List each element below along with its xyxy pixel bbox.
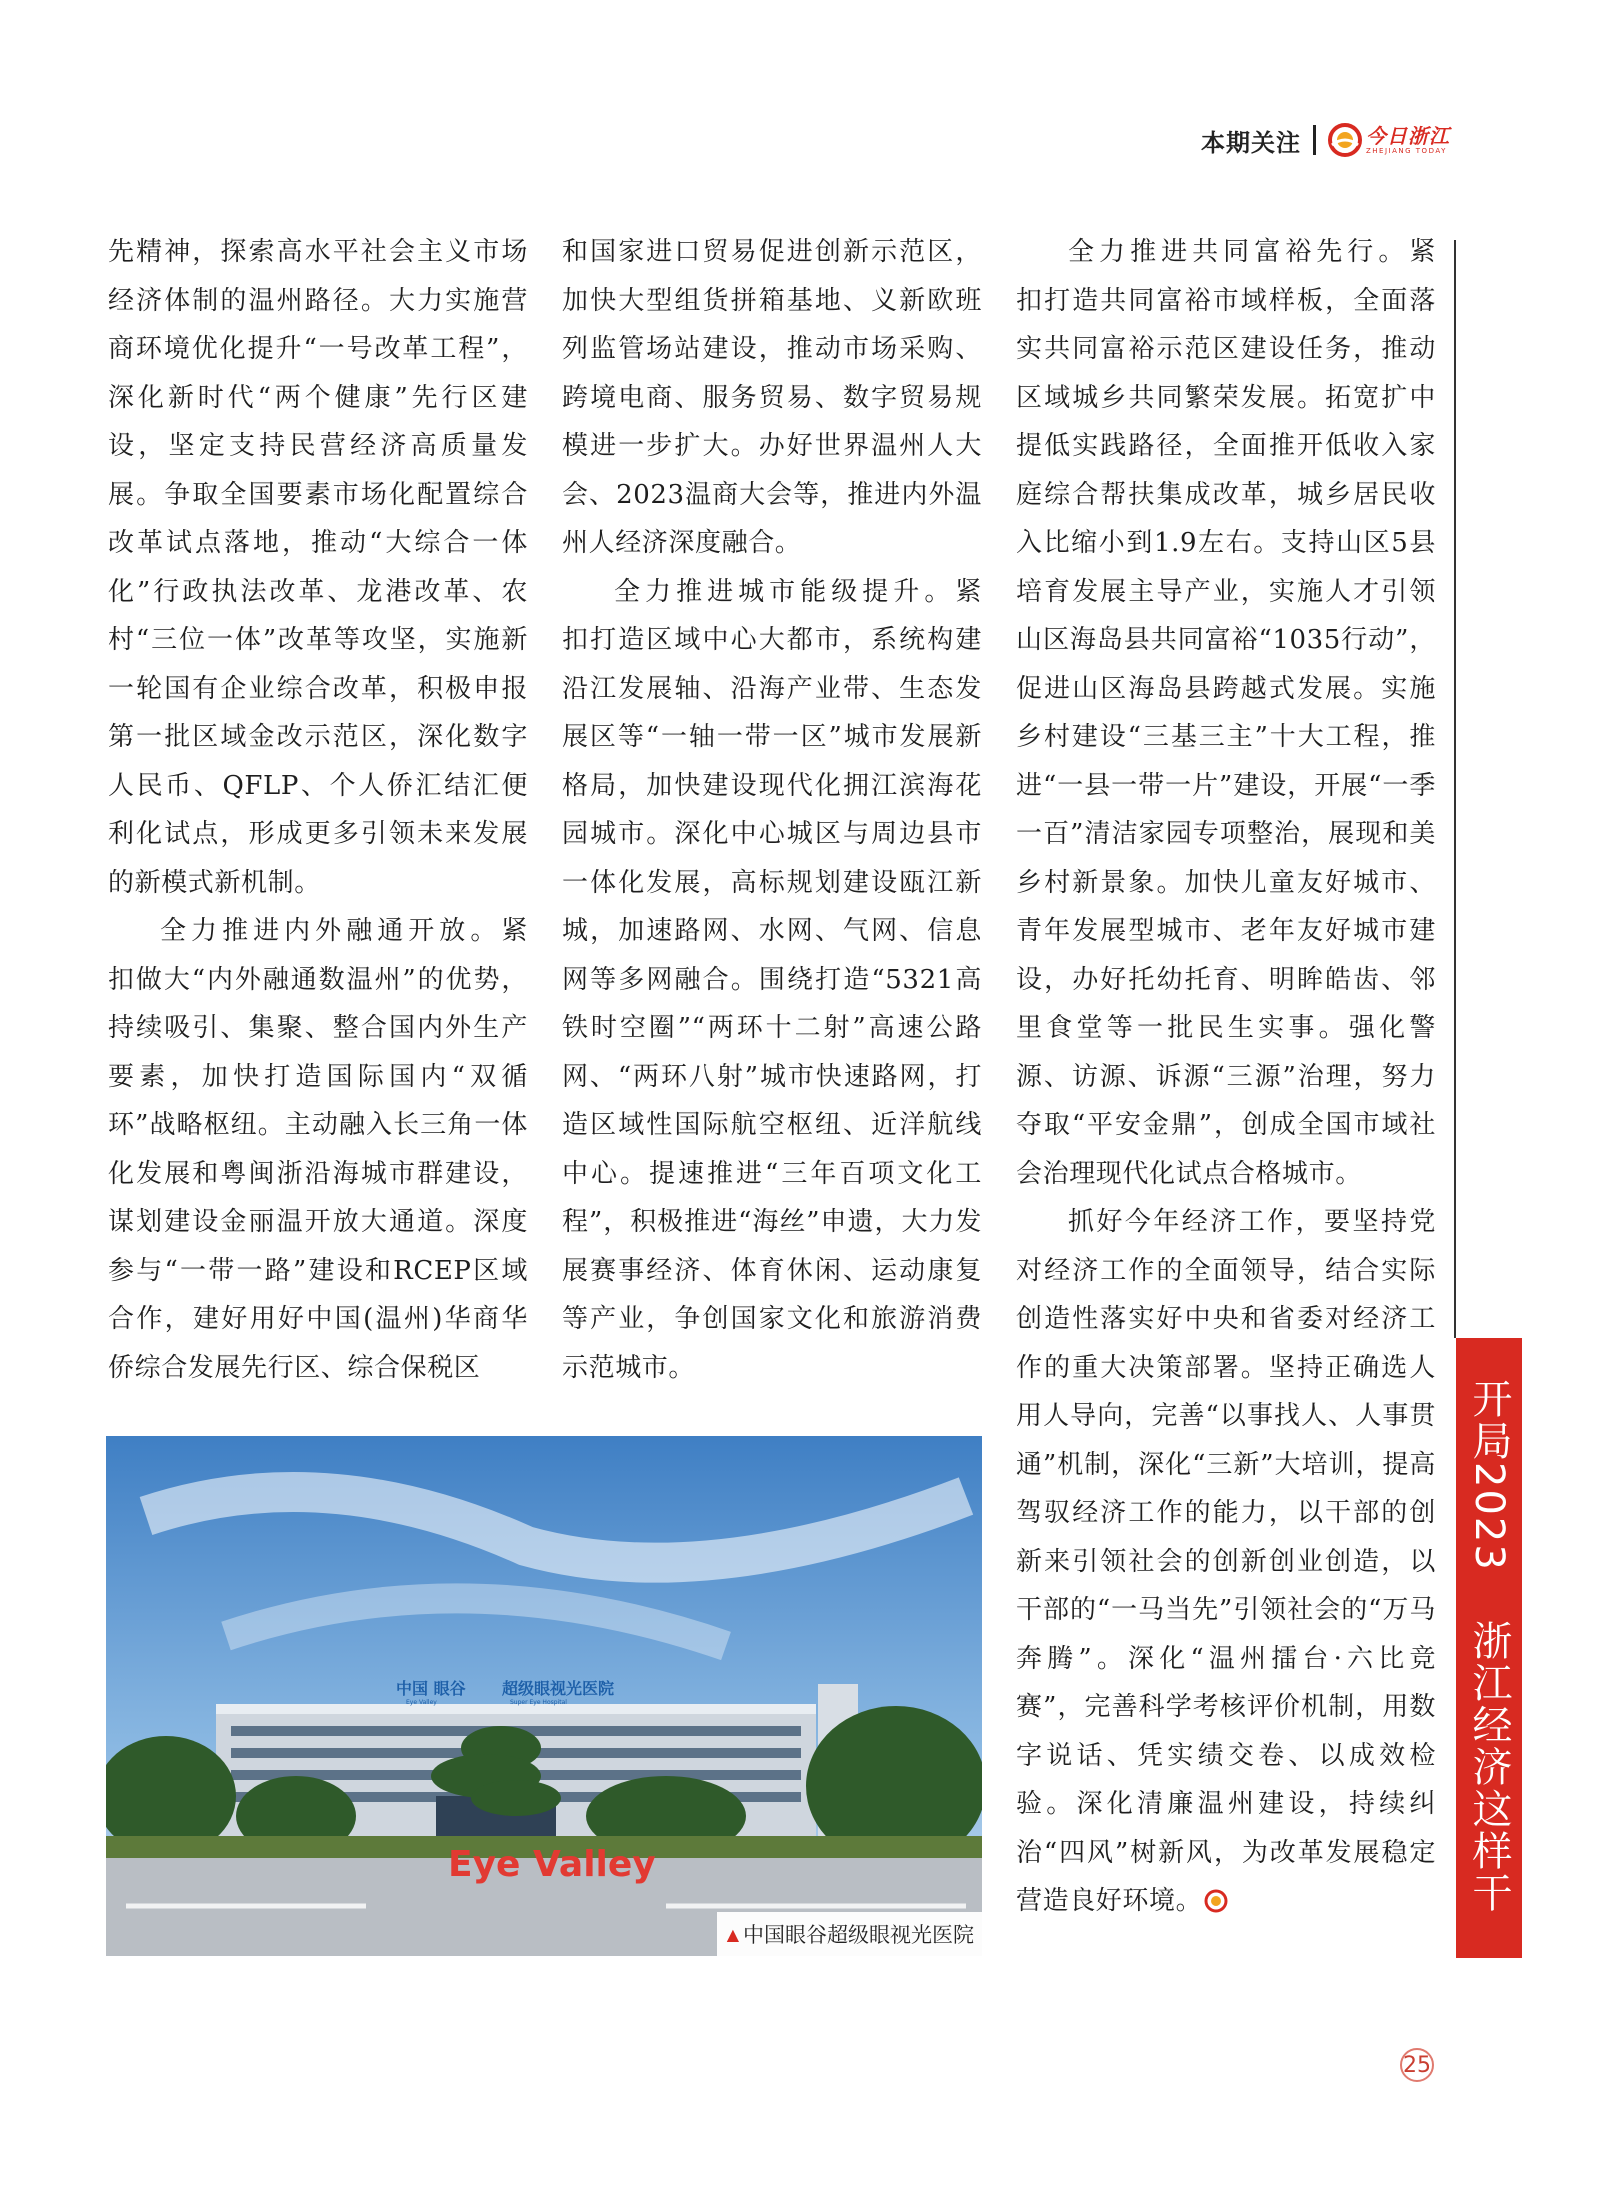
page-header — [1201, 118, 1450, 162]
photo-caption — [717, 1912, 982, 1956]
plaza-sculpture-text: Eye Valley — [448, 1844, 656, 1885]
article-column-2 — [562, 228, 982, 1392]
building-sign-sub-right: Super Eye Hospital — [510, 1699, 567, 1706]
banner-title-line-2: 浙江经济这样干 — [1466, 1619, 1512, 1914]
building-sign-left: 中国 眼谷 — [396, 1679, 466, 1698]
paragraph-body: 紧扣做大“内外融通数温州”的优势，持续吸引、集聚、整合国内外生产要素，加快打造国际国内“双循环”战略枢纽。主动融入长三角一体化发展和粤闽浙沿海城市群建设，谋划建设金丽温开放大通道。深度参与“一带一路”建设和RCEP区域合作，建好用好中国(温州)华商华侨综合发展先行区、综合保税区 — [108, 916, 528, 1383]
paragraph: 和国家进口贸易促进创新示范区，加快大型组货拼箱基地、义新欧班列监管场站建设，推动市场采购、跨境电商、服务贸易、数字贸易规模进一步扩大。办好世界温州人大会、2023温商大会等，推进内外温州人经济深度融合。 — [562, 237, 982, 558]
paragraph-body: 紧扣打造区域中心大都市，系统构建沿江发展轴、沿海产业带、生态发展区等“一轴一带一区”城市发展新格局，加快建设现代化拥江滨海花园城市。深化中心城区与周边县市一体化发展，高标规划建设瓯江新城，加速路网、水网、气网、信息网等多网融合。围绕打造“5321高铁时空圈”“两环十二射”高速公路网、“两环八射”城市快速路网，打造区域性国际航空枢纽、近洋航线中心。提速推进“三年百项文化工程”，积极推进“海丝”申遗，大力发展赛事经济、体育休闲、运动康复等产业，争创国家文化和旅游消费示范城市。 — [562, 576, 982, 1383]
column-divider — [1454, 240, 1456, 1338]
paragraph-body: 抓好今年经济工作，要坚持党对经济工作的全面领导，结合实际创造性落实好中央和省委对经济工作的重大决策部署。坚持正确选人用人导向，完善“以事找人、人事贯通”机制，深化“三新”大培训，提高驾驭经济工作的能力，以干部的创新来引领社会的创新创业创造，以干部的“一马当先”引领社会的“万马奔腾”。深化“温州擂台·六比竞赛”，完善科学考核评价机制，用数字说话、凭实绩交卷、以成效检验。深化清廉温州建设，持续纠治“四风”树新风，为改革发展稳定营造良好环境。 — [1016, 1207, 1436, 1916]
banner-title-line-1: 开局2023 — [1466, 1378, 1512, 1572]
logo-text-cn: 今日浙江 — [1366, 123, 1450, 148]
section-lead: 全力推进共同富裕先行。 — [1068, 237, 1410, 267]
end-mark-icon — [1204, 1889, 1228, 1913]
paragraph — [1016, 1198, 1436, 1926]
paragraph — [1016, 228, 1436, 1198]
building-sign-sub-left: Eye Valley — [406, 1699, 437, 1706]
paragraph — [562, 568, 982, 1393]
paragraph — [108, 907, 528, 1392]
sun-logo-icon — [1328, 123, 1362, 157]
hospital-photo — [106, 1436, 982, 1956]
section-lead: 全力推进城市能级提升。 — [614, 576, 956, 607]
caption-text: 中国眼谷超级眼视光医院 — [743, 1923, 974, 1947]
hospital-building-illustration — [106, 1436, 982, 1956]
paragraph: 先精神，探索高水平社会主义市场经济体制的温州路径。大力实施营商环境优化提升“一号改革工程”，深化新时代“两个健康”先行区建设，坚定支持民营经济高质量发展。争取全国要素市场化配置综合改革试点落地，推动“大综合一体化”行政执法改革、龙港改革、农村“三位一体”改革等攻坚，实施新一轮国有企业综合改革，积极申报第一批区域金改示范区，深化数字人民币、QFLP、个人侨汇结汇便利化试点，形成更多引领未来发展的新模式新机制。 — [108, 237, 528, 898]
section-label: 本期关注 — [1201, 128, 1301, 157]
caption-triangle-icon: ▲ — [726, 1924, 739, 1944]
article-column-3 — [1016, 228, 1436, 1926]
article-column-1 — [108, 228, 528, 1392]
paragraph-body: 紧扣打造共同富裕市域样板，全面落实共同富裕示范区建设任务，推动区域城乡共同繁荣发展。拓宽扩中提低实践路径，全面推开低收入家庭综合帮扶集成改革，城乡居民收入比缩小到1.9左右。支持山区5县培育发展主导产业，实施人才引领山区海岛县共同富裕“1035行动”，促进山区海岛县跨越式发展。实施乡村建设“三基三主”十大工程，推进“一县一带一片”建设，开展“一季一百”清洁家园专项整治，展现和美乡村新景象。加快儿童友好城市、青年发展型城市、老年友好城市建设，办好托幼托育、明眸皓齿、邻里食堂等一批民生实事。强化警源、访源、诉源“三源”治理，努力夺取“平安金鼎”，创成全国市域社会治理现代化试点合格城市。 — [1016, 237, 1436, 1189]
side-banner — [1456, 1338, 1522, 1958]
logo-text-en: ZHEJIANG TODAY — [1366, 146, 1447, 155]
building-sign-right: 超级眼视光医院 — [502, 1679, 615, 1698]
page-number: 25 — [1400, 2048, 1434, 2082]
header-divider — [1313, 125, 1316, 155]
magazine-logo — [1328, 123, 1450, 157]
section-lead: 全力推进内外融通开放。 — [160, 916, 502, 946]
